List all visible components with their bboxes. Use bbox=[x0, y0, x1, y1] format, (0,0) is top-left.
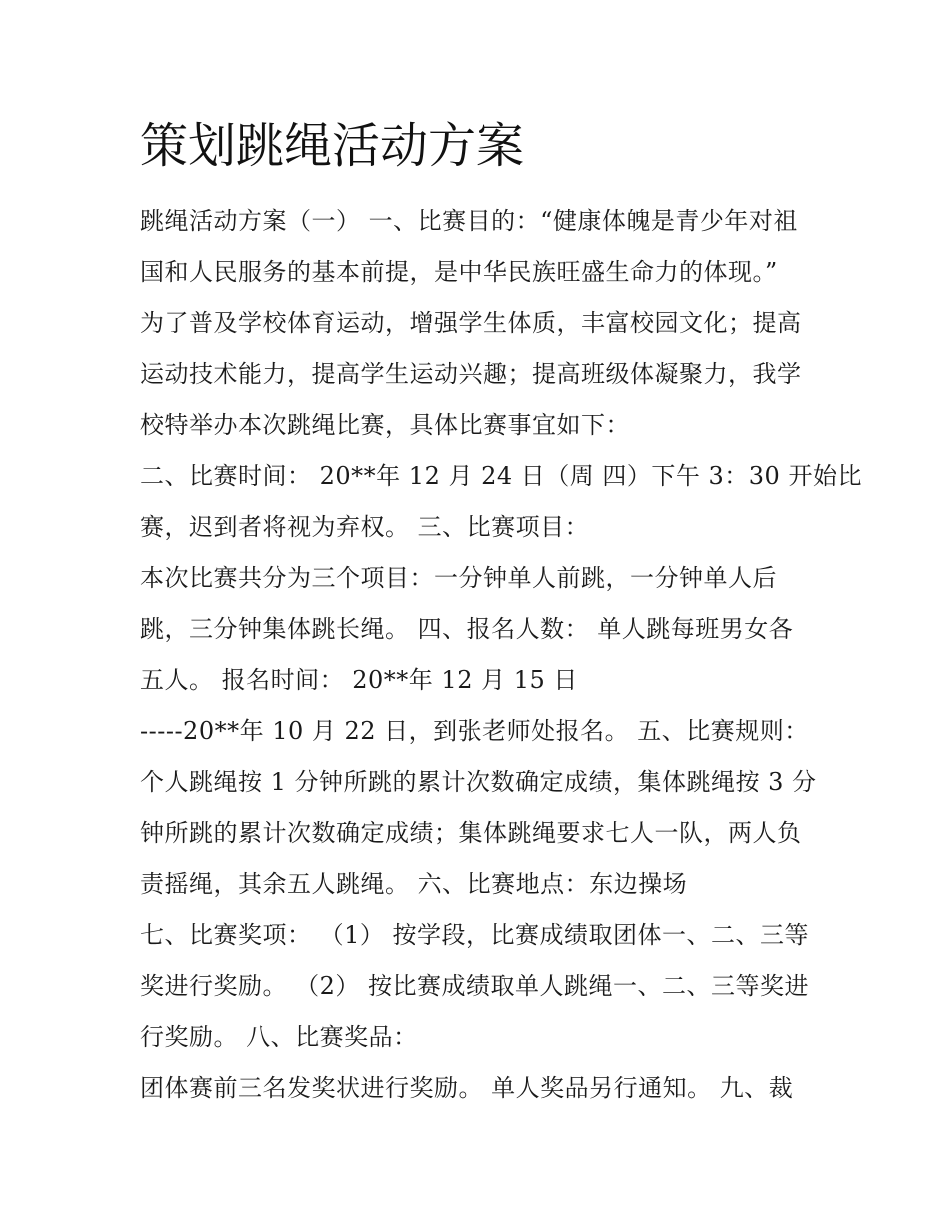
text-line: 个人跳绳按 1 分钟所跳的累计次数确定成绩，集体跳绳按 3 分 bbox=[140, 768, 817, 796]
text-line: 五人。 报名时间： 20**年 12 月 15 日 bbox=[140, 666, 578, 694]
text-line: -----20**年 10 月 22 日，到张老师处报名。 五、比赛规则： bbox=[140, 717, 809, 745]
text-line: 团体赛前三名发奖状进行奖励。 单人奖品另行通知。 九、裁 bbox=[140, 1074, 794, 1102]
text-line: 跳，三分钟集体跳长绳。 四、报名人数： 单人跳每班男女各 bbox=[140, 615, 794, 643]
text-line: 校特举办本次跳绳比赛，具体比赛事宜如下： bbox=[140, 411, 630, 439]
text-line: 为了普及学校体育运动，增强学生体质，丰富校园文化；提高 bbox=[140, 309, 802, 337]
text-line: 责摇绳，其余五人跳绳。 六、比赛地点：东边操场 bbox=[140, 870, 688, 898]
text-line: 本次比赛共分为三个项目：一分钟单人前跳，一分钟单人后 bbox=[140, 564, 777, 592]
document-title: 策划跳绳活动方案 bbox=[140, 118, 525, 174]
text-line: 国和人民服务的基本前提，是中华民族旺盛生命力的体现。” bbox=[140, 258, 778, 286]
text-line: 二、比赛时间： 20**年 12 月 24 日（周 四）下午 3：30 开始比 bbox=[140, 462, 862, 490]
text-line: 赛，迟到者将视为弃权。 三、比赛项目： bbox=[140, 513, 590, 541]
text-line: 七、比赛奖项： （1） 按学段，比赛成绩取团体一、二、三等 bbox=[140, 921, 810, 949]
text-line: 运动技术能力，提高学生运动兴趣；提高班级体凝聚力，我学 bbox=[140, 360, 802, 388]
text-line: 行奖励。 八、比赛奖品： bbox=[140, 1023, 418, 1051]
text-line: 跳绳活动方案（一） 一、比赛目的：“健康体魄是青少年对祖 bbox=[140, 207, 798, 235]
text-line: 奖进行奖励。 （2） 按比赛成绩取单人跳绳一、二、三等奖进 bbox=[140, 972, 810, 1000]
text-line: 钟所跳的累计次数确定成绩；集体跳绳要求七人一队，两人负 bbox=[140, 819, 802, 847]
